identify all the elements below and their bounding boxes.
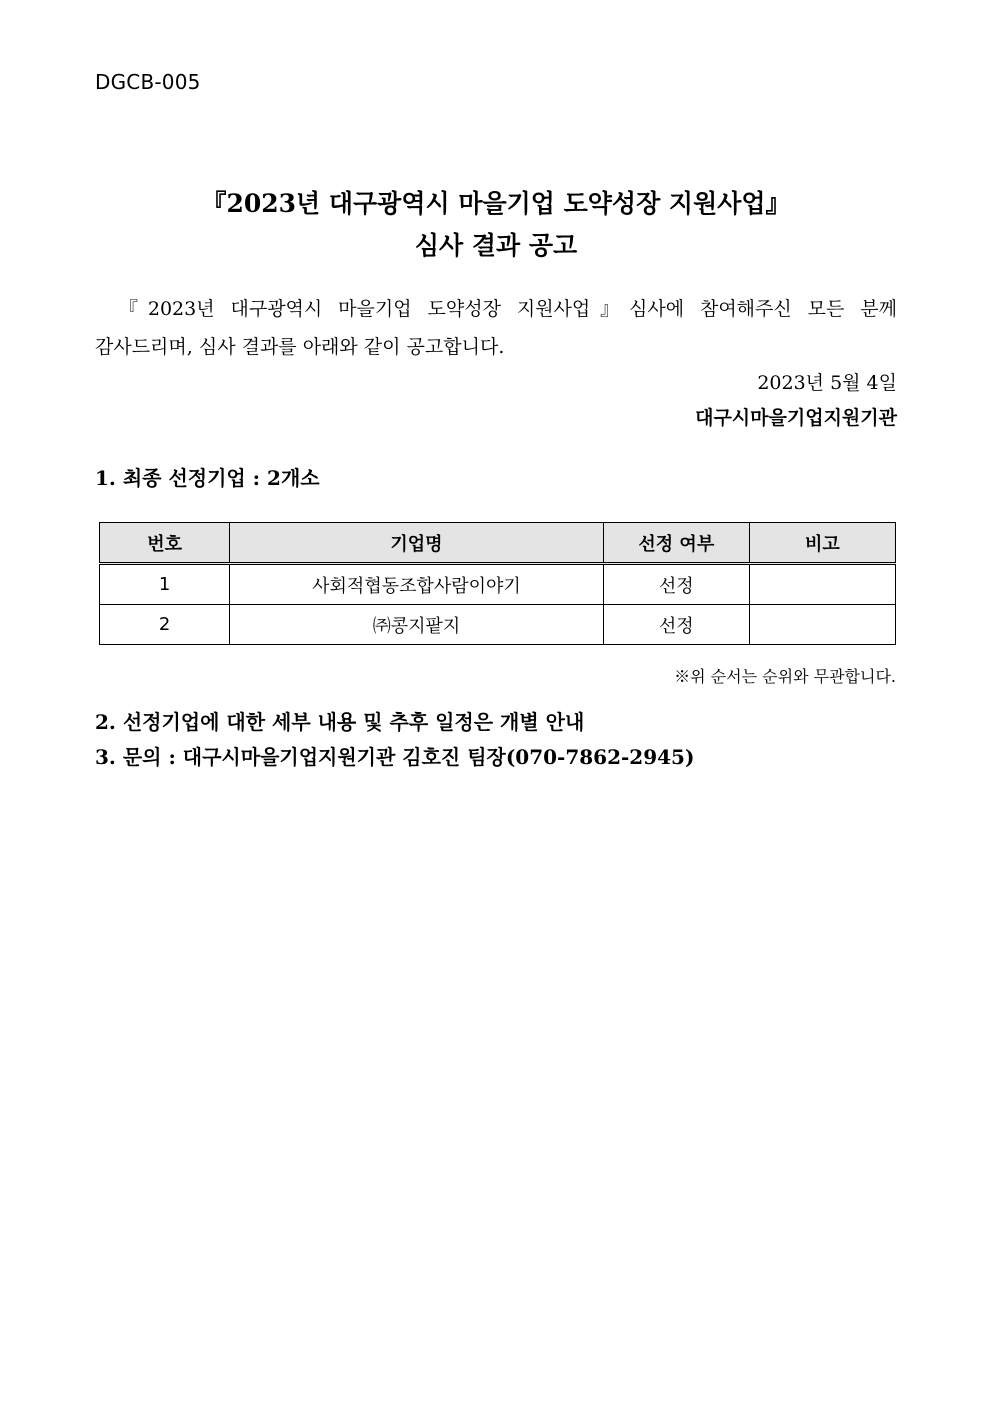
cell-selection-status: 선정	[603, 564, 749, 605]
table-footnote: ※위 순서는 순위와 무관합니다.	[674, 667, 896, 686]
header-company-name: 기업명	[230, 523, 604, 564]
intro-paragraph-line-1: 『2023년 대구광역시 마을기업 도약성장 지원사업』심사에 참여해주신 모든 분께	[119, 298, 897, 320]
cell-remarks	[749, 564, 895, 605]
header-remarks: 비고	[749, 523, 895, 564]
selection-result-table	[99, 522, 896, 645]
document-subtitle: 심사 결과 공고	[414, 231, 578, 260]
section-final-selection: 1. 최종 선정기업 : 2개소	[95, 466, 320, 490]
issuing-organization: 대구시마을기업지원기관	[695, 407, 897, 429]
cell-company-name: ㈜콩지팥지	[230, 605, 604, 645]
section-contact-inquiry: 3. 문의 : 대구시마을기업지원기관 김호진 팀장(070-7862-2945)	[95, 745, 695, 769]
header-selection-status: 선정 여부	[603, 523, 749, 564]
document-title: 『2023년 대구광역시 마을기업 도약성장 지원사업』	[201, 189, 791, 218]
announcement-date: 2023년 5월 4일	[757, 372, 897, 394]
cell-remarks	[749, 605, 895, 645]
table-header-row	[100, 523, 896, 564]
cell-selection-status: 선정	[603, 605, 749, 645]
table-row	[100, 564, 896, 605]
header-number: 번호	[100, 523, 230, 564]
cell-number: 1	[100, 564, 230, 605]
cell-company-name: 사회적협동조합사람이야기	[230, 564, 604, 605]
intro-paragraph-line-2: 감사드리며, 심사 결과를 아래와 같이 공고합니다.	[95, 336, 505, 358]
section-individual-notice: 2. 선정기업에 대한 세부 내용 및 추후 일정은 개별 안내	[95, 710, 585, 734]
cell-number: 2	[100, 605, 230, 645]
table-row	[100, 605, 896, 645]
document-code: DGCB-005	[95, 70, 201, 94]
